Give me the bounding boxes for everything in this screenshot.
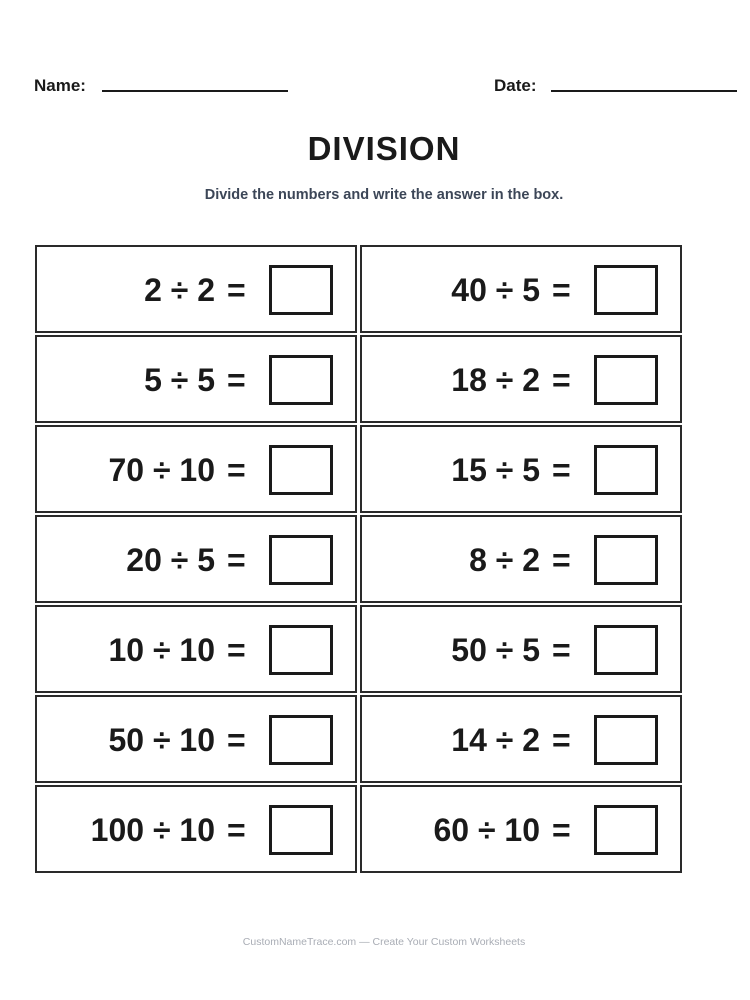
problem-expression: 20 ÷ 5	[126, 542, 215, 578]
problem-card	[360, 695, 682, 783]
answer-box	[594, 625, 658, 675]
answer-box	[269, 445, 333, 495]
problem-expression: 14 ÷ 2	[451, 722, 540, 758]
problem-card	[360, 335, 682, 423]
date-label: Date:	[494, 76, 537, 95]
problem-grid	[35, 245, 682, 873]
date-write-line	[551, 90, 737, 92]
problem-expression: 5 ÷ 5	[144, 362, 215, 398]
equals-sign: =	[227, 542, 246, 578]
answer-box	[269, 715, 333, 765]
answer-box	[594, 535, 658, 585]
problem-expression: 10 ÷ 10	[108, 632, 215, 668]
equals-sign: =	[227, 632, 246, 668]
equals-sign: =	[227, 452, 246, 488]
problem-expression: 100 ÷ 10	[90, 812, 215, 848]
name-label: Name:	[34, 76, 86, 95]
problem-card	[35, 695, 357, 783]
problem-card	[360, 515, 682, 603]
problem-expression: 2 ÷ 2	[144, 272, 215, 308]
problem-card	[35, 425, 357, 513]
problem-card	[360, 425, 682, 513]
equals-sign: =	[552, 542, 571, 578]
answer-box	[594, 445, 658, 495]
equals-sign: =	[552, 632, 571, 668]
equals-sign: =	[552, 272, 571, 308]
equals-sign: =	[552, 722, 571, 758]
answer-box	[269, 805, 333, 855]
equals-sign: =	[227, 812, 246, 848]
equals-sign: =	[227, 272, 246, 308]
problem-card	[360, 605, 682, 693]
worksheet-title: DIVISION	[307, 130, 461, 167]
problem-expression: 8 ÷ 2	[469, 542, 540, 578]
footer-credit: CustomNameTrace.com — Create Your Custom Worksheets	[242, 936, 526, 948]
worksheet-instructions: Divide the numbers and write the answer in the box.	[204, 187, 564, 203]
answer-box	[269, 625, 333, 675]
answer-box	[269, 535, 333, 585]
problem-card	[35, 605, 357, 693]
answer-box	[594, 805, 658, 855]
answer-box	[269, 265, 333, 315]
equals-sign: =	[227, 362, 246, 398]
date-field	[494, 76, 737, 96]
problem-card	[35, 785, 357, 873]
problem-card	[35, 515, 357, 603]
problem-expression: 50 ÷ 10	[108, 722, 215, 758]
problem-expression: 60 ÷ 10	[433, 812, 540, 848]
answer-box	[594, 265, 658, 315]
problem-expression: 18 ÷ 2	[451, 362, 540, 398]
answer-box	[594, 715, 658, 765]
equals-sign: =	[552, 812, 571, 848]
problem-card	[360, 245, 682, 333]
problem-card	[35, 335, 357, 423]
name-field	[34, 76, 288, 96]
equals-sign: =	[227, 722, 246, 758]
problem-expression: 15 ÷ 5	[451, 452, 540, 488]
problem-expression: 70 ÷ 10	[108, 452, 215, 488]
problem-card	[360, 785, 682, 873]
name-write-line	[102, 90, 288, 92]
problem-expression: 40 ÷ 5	[451, 272, 540, 308]
problem-card	[35, 245, 357, 333]
problem-expression: 50 ÷ 5	[451, 632, 540, 668]
equals-sign: =	[552, 452, 571, 488]
answer-box	[594, 355, 658, 405]
equals-sign: =	[552, 362, 571, 398]
answer-box	[269, 355, 333, 405]
